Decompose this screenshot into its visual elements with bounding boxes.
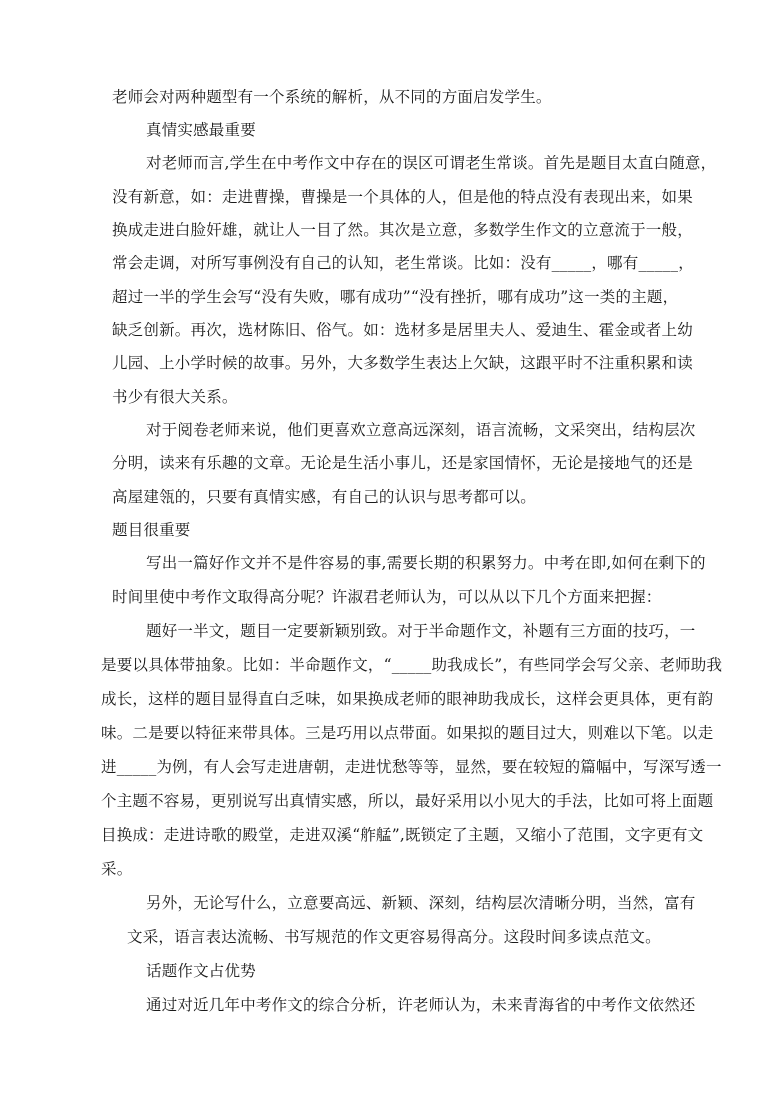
text-line: 采。 (101, 860, 133, 878)
section-heading: 真情实感最重要 (146, 121, 256, 139)
text-line: 文采，语言表达流畅、书写规范的作文更容易得高分。这段时间多读点范文。 (127, 928, 661, 946)
text-line: 写出一篇好作文并不是件容易的事,需要长期的积累努力。中考在即,如何在剩下的 (146, 554, 706, 572)
text-line: 超过一半的学生会写“没有失败，哪有成功”“没有挫折，哪有成功”这一类的主题， (112, 288, 679, 306)
text-line: 目换成：走进诗歌的殿堂，走进双溪“舴艋”,既锁定了主题，又缩小了范围，文字更有文 (101, 826, 704, 844)
text-line: 缺乏创新。再次，选材陈旧、俗气。如：选材多是居里夫人、爱迪生、霍金或者上幼 (112, 321, 693, 339)
text-line: 儿园、上小学时候的故事。另外，大多数学生表达上欠缺，这跟平时不注重积累和读 (112, 354, 693, 372)
text-line: 书少有很大关系。 (112, 388, 238, 406)
section-heading: 话题作文占优势 (146, 962, 256, 980)
text-line: 对于阅卷老师来说，他们更喜欢立意高远深刻，语言流畅，文采突出，结构层次 (146, 421, 696, 439)
text-line: 分明，读来有乐趣的文章。无论是生活小事儿，还是家国情怀，无论是接地气的还是 (112, 454, 693, 472)
section-heading: 题目很重要 (112, 521, 191, 539)
text-line: 对老师而言,学生在中考作文中存在的误区可谓老生常谈。首先是题目太直白随意， (146, 154, 717, 172)
text-line: 是要以具体带抽象。比如：半命题作文，“_____助我成长”，有些同学会写父亲、老师助我 (101, 656, 723, 674)
text-line: 题好一半文，题目一定要新颖别致。对于半命题作文，补题有三方面的技巧，一 (146, 622, 696, 640)
text-line: 换成走进白脸奸雄，就让人一目了然。其次是立意，多数学生作文的立意流于一般， (112, 221, 693, 239)
text-line: 没有新意，如：走进曹操，曹操是一个具体的人，但是他的特点没有表现出来，如果 (112, 188, 693, 206)
text-line: 常会走调，对所写事例没有自己的认知，老生常谈。比如：没有_____，哪有_____， (112, 254, 694, 272)
text-line: 成长，这样的题目显得直白乏味，如果换成老师的眼神助我成长，这样会更具体，更有韵 (101, 690, 714, 708)
text-line: 进_____为例，有人会写走进唐朝，走进忧愁等等，显然，要在较短的篇幅中，写深写透一 (101, 758, 722, 776)
text-line: 老师会对两种题型有一个系统的解析，从不同的方面启发学生。 (112, 88, 552, 106)
text-line: 个主题不容易，更别说写出真情实感，所以，最好采用以小见大的手法，比如可将上面题 (101, 792, 714, 810)
text-line: 高屋建瓴的，只要有真情实感，有自己的认识与思考都可以。 (112, 488, 536, 506)
text-line: 时间里使中考作文取得高分呢？许淑君老师认为，可以从以下几个方面来把握： (112, 588, 662, 606)
text-line: 通过对近几年中考作文的综合分析，许老师认为，未来青海省的中考作文依然还 (146, 996, 696, 1014)
text-line: 味。二是要以特征来带具体。三是巧用以点带面。如果拟的题目过大，则难以下笔。以走 (101, 724, 714, 742)
text-line: 另外，无论写什么，立意要高远、新颖、深刻，结构层次清晰分明，当然，富有 (146, 894, 696, 912)
